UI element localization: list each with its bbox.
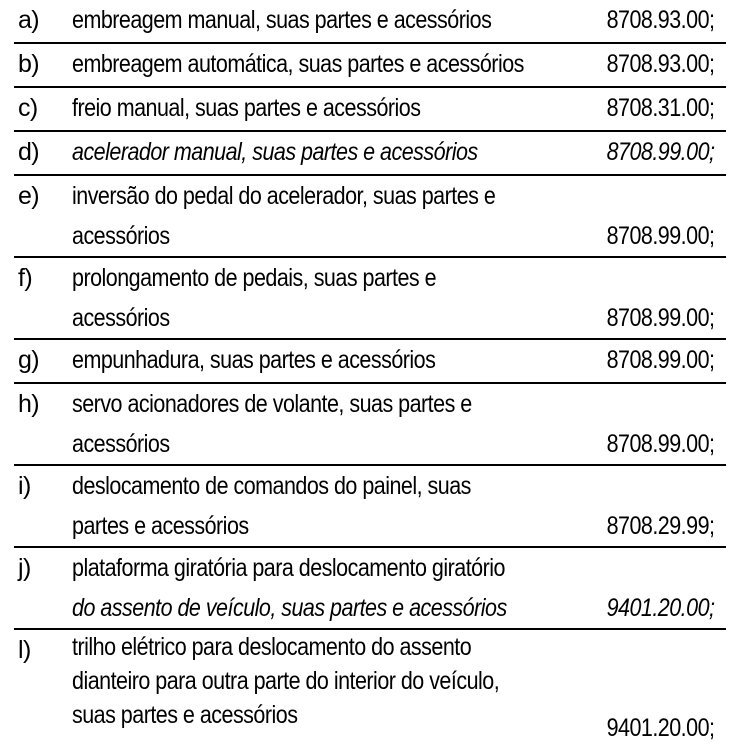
list-item	[14, 176, 726, 256]
item-ncm-code: 8708.99.00;	[606, 304, 714, 332]
item-letter: i)	[18, 472, 31, 500]
item-ncm-code: 8708.99.00;	[606, 222, 714, 250]
item-letter: e)	[18, 182, 40, 210]
list-item	[14, 548, 726, 628]
item-ncm-code: 9401.20.00;	[606, 594, 714, 622]
item-letter: c)	[18, 94, 38, 122]
item-letter: a)	[18, 6, 40, 34]
item-description: inversão do pedal do acelerador, suas partes e acessórios	[72, 182, 496, 250]
item-ncm-code: 8708.93.00;	[606, 6, 714, 34]
list-item	[14, 620, 726, 742]
item-letter: g)	[18, 346, 40, 374]
item-description: plataforma giratória para deslocamento giratório do assento de veículo, suas partes e acessórios	[72, 554, 507, 622]
item-ncm-code: 8708.99.00;	[606, 430, 714, 458]
list-item	[14, 340, 726, 380]
item-description: prolongamento de pedais, suas partes e acessórios	[72, 264, 437, 332]
item-description: embreagem automática, suas partes e acessórios	[72, 50, 524, 78]
list-item	[14, 0, 726, 40]
list-item	[14, 258, 726, 338]
item-description: servo acionadores de volante, suas partes e acessórios	[72, 390, 472, 458]
item-letter: h)	[18, 390, 40, 418]
item-ncm-code: 8708.31.00;	[606, 94, 714, 122]
item-description: freio manual, suas partes e acessórios	[72, 94, 421, 122]
item-letter: j)	[18, 554, 31, 582]
item-description: empunhadura, suas partes e acessórios	[72, 346, 436, 374]
item-ncm-code: 9401.20.00;	[606, 714, 714, 742]
list-item	[14, 44, 726, 84]
item-letter: f)	[18, 264, 33, 292]
list-item	[14, 466, 726, 546]
item-description: acelerador manual, suas partes e acessórios	[72, 138, 478, 166]
item-ncm-code: 8708.99.00;	[606, 346, 714, 374]
item-description: trilho elétrico para deslocamento do assento dianteiro para outra parte do interior do veículo, suas partes e acessórios	[72, 633, 500, 729]
list-item	[14, 88, 726, 128]
list-item	[14, 384, 726, 464]
list-item	[14, 132, 726, 172]
item-ncm-code: 8708.29.99;	[606, 512, 714, 540]
item-ncm-code: 8708.93.00;	[606, 50, 714, 78]
item-letter: l)	[18, 636, 31, 664]
item-description: embreagem manual, suas partes e acessórios	[72, 6, 492, 34]
item-letter: d)	[18, 138, 40, 166]
item-description: deslocamento de comandos do painel, suas partes e acessórios	[72, 472, 471, 540]
item-letter: b)	[18, 50, 40, 78]
item-ncm-code: 8708.99.00;	[606, 138, 714, 166]
